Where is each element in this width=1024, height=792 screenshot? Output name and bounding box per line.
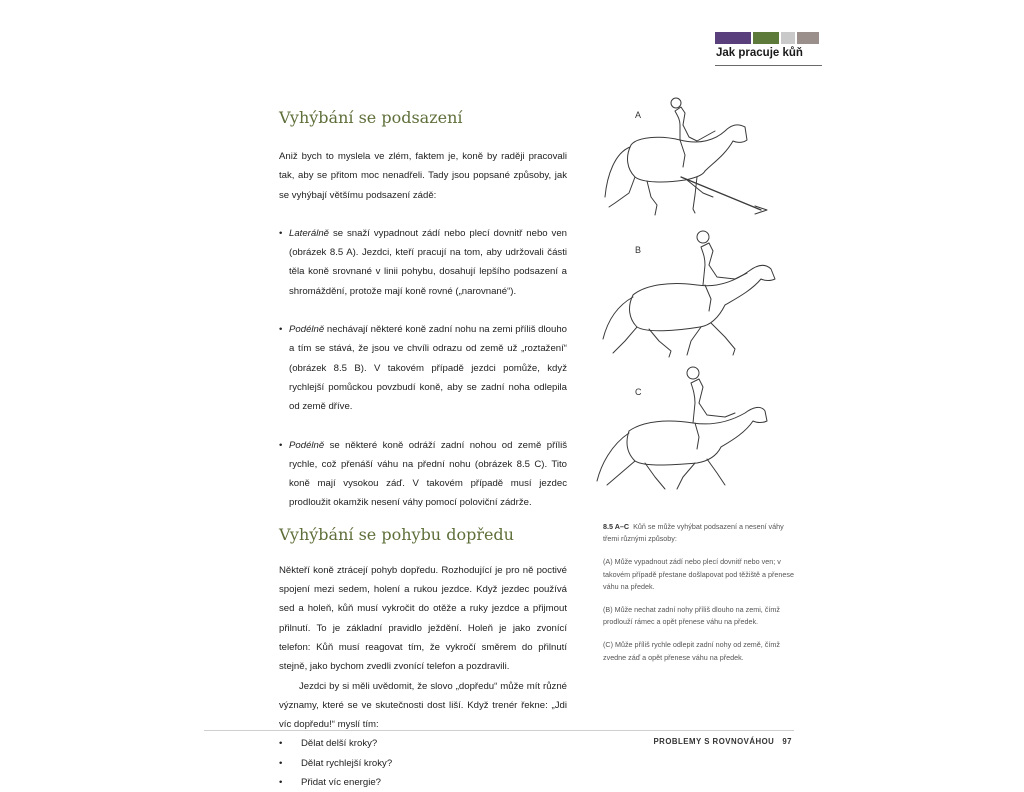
bullet-longitudinally-slow <box>279 320 567 416</box>
bullet-dot: • <box>279 324 283 336</box>
caption-item-c: (C) Může příliš rychle odlepit zadní nohy od země, čímž zvedne záď a opět přenese váhu na předek. <box>603 640 780 662</box>
figure-label-b: B <box>635 245 642 255</box>
bullet-text: se snaží vypadnout zádí nebo plecí dovnitř nebo ven (obrázek 8.5 A). Jezdci, kteří pracují na tom, aby udržovali části těla koně srovnané v linii pohybu, dosahují lepšího podsazení a shromáždění, protože mají koně rovné („narovnané“). <box>289 227 567 297</box>
figure-label-a: A <box>635 110 642 120</box>
bullet-laterally <box>279 224 567 301</box>
color-swatch-taupe <box>797 32 819 44</box>
section1-intro-paragraph: Aniž bych to myslela ve zlém, faktem je, koně by raději pracovali tak, aby se přitom moc nenadřeli. Tady jsou popsané způsoby, jak se vyhýbají většímu podsazení zádě: <box>279 151 567 201</box>
list-item: • Přidat víc energie? <box>279 777 381 789</box>
caption-number: 8.5 A–C <box>603 522 630 531</box>
bullet-text: nechávají některé koně zadní nohu na zemi příliš dlouho a tím se stává, že jsou ve chvíli odrazu od země už „roztažení“ (obrázek 8.5 B). V takovém případě jezdci pomůže, když rychlejší pomůckou povzbudí koně, aby se zadní noha odlepila od země dříve. <box>289 324 567 413</box>
color-swatch-light-gray <box>781 32 795 44</box>
footer-chapter-title: PROBLEMY S ROVNOVÁHOU <box>653 737 775 746</box>
figure-caption <box>603 521 798 675</box>
header-rule <box>715 65 822 66</box>
list-item: • Dělat delší kroky? <box>279 738 378 750</box>
list-item: • Dělat rychlejší kroky? <box>279 757 393 769</box>
section-heading-avoid-engagement: Vyhýbání se podsazení <box>279 108 463 127</box>
forward-questions-list <box>279 734 567 792</box>
color-swatch-green <box>753 32 779 44</box>
horse-sketch-a <box>605 98 767 215</box>
horse-sketch-figure <box>585 85 785 515</box>
section-heading-avoid-forward: Vyhýbání se pohybu dopředu <box>279 524 514 544</box>
bullet-lead: Podélně <box>289 324 325 336</box>
bullet-longitudinally-fast <box>279 436 567 513</box>
caption-title <box>603 521 798 545</box>
main-text-column <box>279 108 567 792</box>
footer-rule <box>204 730 794 731</box>
horse-sketch-b <box>603 231 775 357</box>
color-swatch-purple <box>715 32 751 44</box>
bullet-dot: • <box>279 439 283 451</box>
section2-paragraph-2: Jezdci by si měli uvědomit, že slovo „dopředu“ může mít různé významy, které se ve skutečnosti dost liší. Když trenér řekne: „Jdi víc dopředu!“ myslí tím: <box>279 680 567 731</box>
running-header-title: Jak pracuje kůň <box>716 47 803 59</box>
bullet-lead: Laterálně <box>289 227 330 239</box>
running-footer <box>653 737 792 746</box>
section2-paragraph-1: Někteří koně ztrácejí pohyb dopředu. Rozhodující je pro ně poctivé spojení mezi sedem, holení a rukou jezdce. Když jezdec používá sed a holeň, kůň musí vykročit do otěže a ruky jezdce a přijmout přilnutí. To je základní pravidlo ježdění. Holeň je jako zvonící telefon: Kůň musí reagovat tím, že vykročí směrem do přilnutí stejně, jako bychom zvedli zvonící telefon a pozdravili. <box>279 564 567 673</box>
bullet-lead: Podélně <box>289 439 325 451</box>
caption-item-a: (A) Může vypadnout zádí nebo plecí dovnitř nebo ven; v takovém případě přestane došlapovat pod těžiště a přenese váhu na předek. <box>603 557 794 591</box>
bullet-text: se některé koně odráží zadní nohou od země příliš rychle, což přenáší váhu na přední nohu (obrázek 8.5 C). Tito koně mají vysokou záď. V takovém případě musí jezdec prodloužit okamžik nesení váhy pomocí poloviční zádrže. <box>289 439 567 509</box>
caption-title-text: Kůň se může vyhýbat podsazení a nesení váhy třemi různými způsoby: <box>603 522 784 544</box>
bullet-dot: • <box>279 227 283 239</box>
header-color-bar <box>715 32 819 44</box>
horse-sketches-svg <box>585 85 785 515</box>
page-number: 97 <box>782 737 792 746</box>
horse-sketch-c <box>597 367 767 489</box>
caption-item-b: (B) Může nechat zadní nohy příliš dlouho na zemi, čímž prodlouží rámec a opět přenese váhu na předek. <box>603 605 780 627</box>
figure-label-c: C <box>635 387 642 397</box>
